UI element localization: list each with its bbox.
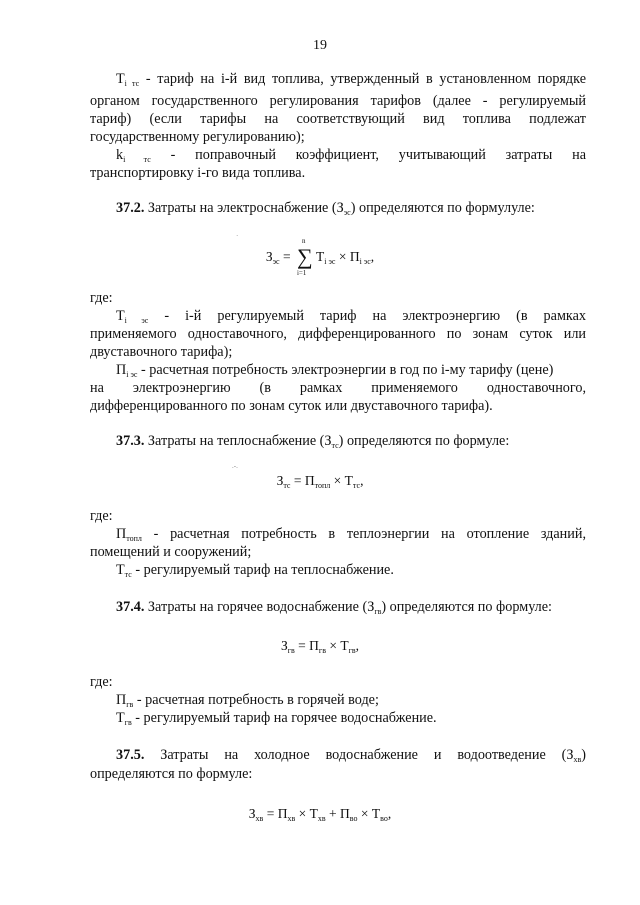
formula-cold-water bbox=[0, 806, 640, 822]
formula-subscript: гв bbox=[318, 646, 326, 655]
formula-subscript: i эс bbox=[324, 257, 336, 267]
heading-text: Затраты на горячее водоснабжение ( bbox=[147, 599, 368, 615]
definition-text: - регулируемый тариф на теплоснабжение. bbox=[135, 562, 394, 578]
symbol bbox=[116, 562, 132, 578]
formula-subscript: во bbox=[380, 814, 388, 823]
equals-sign: = bbox=[293, 473, 302, 488]
formula-subscript: тс bbox=[352, 481, 361, 490]
definition-line bbox=[116, 525, 586, 543]
symbol bbox=[116, 308, 148, 324]
definition-tariff-line-1 bbox=[116, 70, 586, 88]
text-line: двуставочного тарифа); bbox=[90, 344, 233, 360]
definition-line bbox=[116, 691, 586, 709]
formula-symbol: З bbox=[276, 473, 284, 488]
multiply-sign: × bbox=[298, 806, 307, 821]
symbol-subscript: i тс bbox=[124, 79, 140, 88]
symbol bbox=[116, 71, 139, 87]
symbol-subscript: i эс bbox=[126, 370, 138, 379]
symbol-subscript: топл bbox=[126, 534, 142, 543]
formula-symbol: З bbox=[280, 638, 288, 653]
definition-line bbox=[116, 307, 586, 325]
definition-text: - расчетная потребность в горячей воде; bbox=[136, 692, 379, 708]
symbol-subscript: i эс bbox=[124, 316, 149, 325]
symbol bbox=[116, 526, 142, 542]
formula-electricity bbox=[0, 237, 640, 277]
formula-heating bbox=[0, 473, 640, 489]
equals-sign: = bbox=[282, 249, 291, 265]
section-number: 37.3. bbox=[116, 433, 145, 449]
definition-text: - i-й регулируемый тариф на электроэнергию (в рамках bbox=[164, 308, 586, 324]
text-line: органом государственного регулирования тарифов (далее - регулируемый bbox=[90, 93, 586, 109]
symbol-subscript: гв bbox=[124, 718, 132, 727]
formula-symbol: З bbox=[265, 249, 273, 265]
symbol-letter: T bbox=[116, 562, 125, 578]
formula-symbol: П bbox=[309, 638, 319, 653]
section-37-4-heading bbox=[116, 598, 586, 616]
heading-text: Затраты на холодное водоснабжение и водоотведение ( bbox=[160, 747, 567, 763]
formula-symbol: З bbox=[248, 806, 256, 821]
symbol bbox=[116, 362, 137, 378]
heading-text: ) определяются по формуле: bbox=[338, 433, 510, 449]
symbol-letter: П bbox=[116, 526, 127, 542]
text-line: определяются по формуле: bbox=[90, 766, 253, 782]
formula-symbol: П bbox=[304, 473, 315, 488]
symbol-letter: k bbox=[116, 147, 124, 163]
heading-text: Затраты на электроснабжение ( bbox=[147, 200, 337, 216]
symbol bbox=[116, 692, 133, 708]
multiply-sign: × bbox=[329, 638, 337, 653]
text-line: транспортировку i-го вида топлива. bbox=[90, 165, 306, 181]
sum-lower-limit: i=1 bbox=[296, 269, 307, 277]
formula-symbol: T bbox=[315, 249, 325, 265]
formula-subscript: хв bbox=[317, 814, 326, 823]
sigma-icon: ∑ bbox=[296, 244, 313, 269]
text-line: применяемого одноставочного, дифференцированного по зонам суток или bbox=[90, 326, 586, 342]
formula-symbol: П bbox=[277, 806, 288, 821]
heading-text: ) определяются по формуле: bbox=[381, 599, 552, 615]
symbol bbox=[116, 147, 151, 163]
symbol-subscript: хв bbox=[573, 755, 582, 764]
where-label: где: bbox=[90, 290, 113, 306]
formula-subscript: хв bbox=[255, 814, 264, 823]
section-37-2-heading bbox=[116, 199, 586, 217]
summation-sign bbox=[296, 237, 314, 277]
definition-line bbox=[116, 709, 586, 727]
definition-text: - регулируемый тариф на горячее водоснабжение. bbox=[135, 710, 437, 726]
definition-text: - расчетная потребность в теплоэнергии на отопление зданий, bbox=[153, 526, 587, 542]
symbol-letter: T bbox=[116, 308, 125, 324]
text-line: помещений и сооружений; bbox=[90, 544, 252, 560]
formula-subscript: гв bbox=[348, 646, 356, 655]
scan-speck: .-. bbox=[232, 462, 238, 470]
formula-comma: , bbox=[370, 249, 375, 265]
plus-sign: + bbox=[329, 806, 337, 821]
section-number: 37.4. bbox=[116, 599, 145, 615]
formula-subscript: эс bbox=[272, 257, 280, 267]
equals-sign: = bbox=[266, 806, 275, 821]
formula-symbol: П bbox=[349, 249, 360, 265]
text-line: тариф) (если тарифы на соответствующий вид топлива подлежат bbox=[90, 111, 586, 127]
formula-symbol: T bbox=[309, 806, 318, 821]
definition-text: - тариф на i-й вид топлива, утвержденный в установленном порядке bbox=[145, 71, 586, 87]
symbol-subscript: гв bbox=[126, 700, 134, 709]
text-line: на электроэнергию (в рамках применяемого одноставочного, bbox=[90, 380, 586, 396]
definition-line bbox=[116, 361, 586, 379]
symbol-letter: З bbox=[336, 200, 344, 216]
formula-symbol: П bbox=[340, 806, 350, 821]
formula-subscript: хв bbox=[287, 814, 296, 823]
symbol-letter: T bbox=[116, 710, 125, 726]
where-label: где: bbox=[90, 508, 113, 524]
section-number: 37.5. bbox=[116, 747, 145, 763]
heading-text: Затраты на теплоснабжение ( bbox=[147, 433, 325, 449]
symbol-subscript: i тс bbox=[123, 155, 151, 164]
definition-text: - расчетная потребность электроэнергии в год по i-му тарифу (цене) bbox=[141, 362, 554, 378]
text-line: государственному регулированию); bbox=[90, 129, 305, 145]
formula-symbol: T bbox=[371, 806, 381, 821]
equals-sign: = bbox=[298, 638, 306, 653]
multiply-sign: × bbox=[338, 249, 347, 265]
formula-subscript: тс bbox=[283, 481, 291, 490]
formula-symbol: T bbox=[340, 638, 349, 653]
definition-coefficient-line-1 bbox=[116, 146, 586, 164]
symbol bbox=[116, 710, 132, 726]
symbol-letter: П bbox=[116, 692, 127, 708]
symbol-subscript: гв bbox=[374, 607, 382, 616]
multiply-sign: × bbox=[360, 806, 369, 821]
symbol-letter: T bbox=[116, 71, 125, 87]
section-37-5-heading bbox=[116, 746, 586, 764]
text-line: дифференцированного по зонам суток или двуставочного тарифа). bbox=[90, 398, 493, 414]
symbol-letter: П bbox=[116, 362, 127, 378]
formula-comma: , bbox=[387, 806, 392, 821]
formula-symbol: T bbox=[344, 473, 353, 488]
sum-upper-limit: n bbox=[301, 237, 306, 245]
scan-speck: · bbox=[236, 232, 239, 240]
formula-subscript: во bbox=[349, 814, 358, 823]
symbol-letter: З bbox=[566, 747, 574, 763]
symbol-subscript: эс bbox=[343, 208, 351, 217]
page-number: 19 bbox=[313, 38, 327, 53]
section-number: 37.2. bbox=[116, 200, 145, 216]
formula-subscript: i эс bbox=[359, 257, 371, 267]
formula-subscript: топл bbox=[314, 481, 331, 490]
heading-text: ) bbox=[581, 747, 586, 763]
formula-hot-water bbox=[0, 638, 640, 654]
where-label: где: bbox=[90, 674, 113, 690]
section-37-3-heading bbox=[116, 432, 586, 450]
definition-text: - поправочный коэффициент, учитывающий затраты на bbox=[170, 147, 587, 163]
formula-comma: , bbox=[360, 473, 364, 488]
formula-subscript: гв bbox=[287, 646, 295, 655]
symbol-letter: З bbox=[367, 599, 375, 615]
formula-comma: , bbox=[355, 638, 360, 653]
symbol-subscript: тс bbox=[124, 570, 132, 579]
multiply-sign: × bbox=[333, 473, 342, 488]
definition-line bbox=[116, 561, 586, 579]
symbol-subscript: тс bbox=[331, 441, 339, 450]
heading-text: ) определяются по формулуле: bbox=[350, 200, 535, 216]
symbol-letter: З bbox=[324, 433, 332, 449]
